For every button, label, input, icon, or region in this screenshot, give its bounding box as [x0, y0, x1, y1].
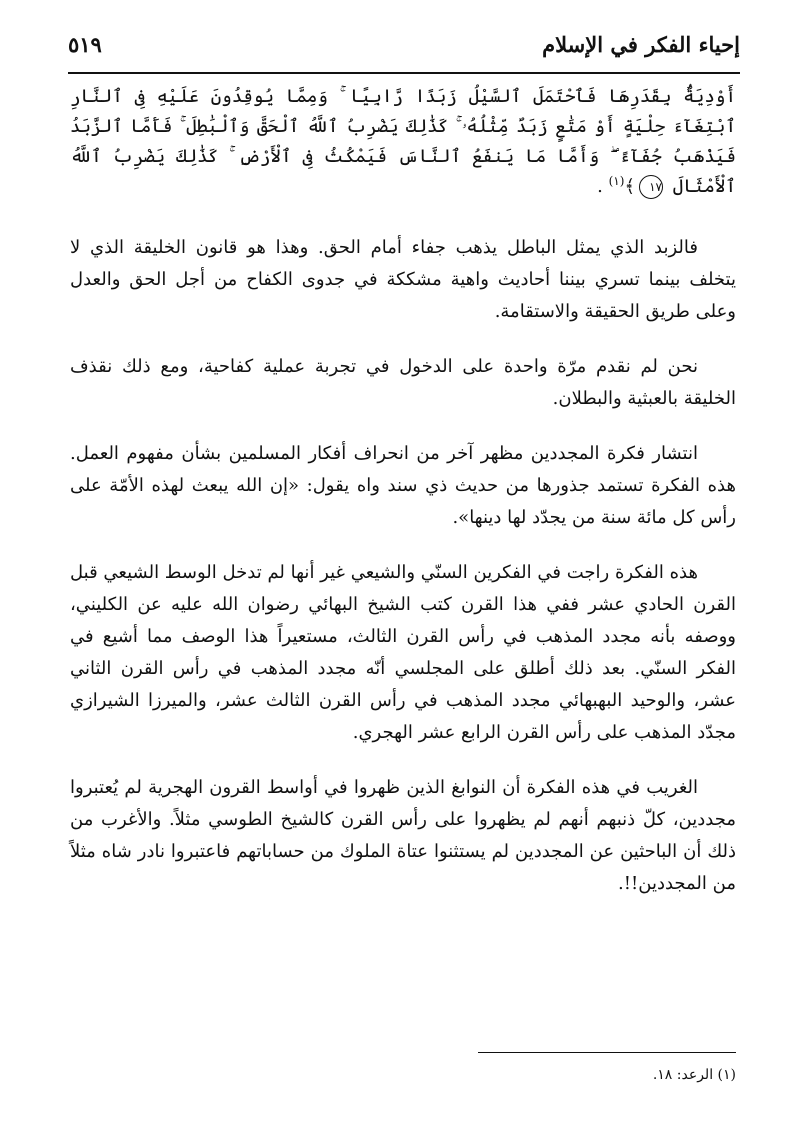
quran-verse: [70, 82, 736, 202]
footnote-reference: (١): [608, 174, 625, 188]
page-header: [68, 28, 740, 68]
running-title: إحياء الفكر في الإسلام: [542, 32, 740, 57]
header-divider: [68, 72, 740, 74]
paragraph-3: انتشار فكرة المجددين مظهر آخر من انحراف أفكار المسلمين بشأن مفهوم العمل. هذه الفكرة تستمد جذورها من حديث ذي سند واه يقول: «إن الله يبعث لهذه الأمّة على رأس كل مائة سنة من يجدّد لها دينها».: [70, 443, 736, 528]
ayah-end-marker: ١٧: [639, 175, 663, 199]
page-number: ٥١٩: [68, 32, 102, 57]
page-body: [70, 82, 736, 923]
verse-close-bracket: ﴾: [624, 176, 635, 197]
paragraph-2: نحن لم نقدم مرّة واحدة على الدخول في تجربة عملية كفاحية، ومع ذلك نقذف الخليقة بالعبثية والبطلان.: [70, 356, 736, 409]
paragraph-1: فالزبد الذي يمثل الباطل يذهب جفاء أمام الحق. وهذا هو قانون الخليقة الذي لا يتخلف بينما تسري بيننا أحاديث واهية مشككة في جدوى الكفاح من أجل الحق والعدل وعلى طريق الحقيقة والاستقامة.: [70, 237, 736, 322]
paragraph-5: الغريب في هذه الفكرة أن النوابغ الذين ظهروا في أواسط القرون الهجرية لم يُعتبروا مجددين، كلّ ذنبهم أنهم لم يظهروا على رأس القرن كالشيخ الطوسي مثلاً. والأغرب من ذلك أن الباحثين عن المجددين لم يستثنوا عتاة الملوك من حساباتهم فاعتبروا نادر شاه مثلاً من المجددين!!.: [70, 777, 736, 894]
paragraph-4: هذه الفكرة راجت في الفكرين السنّي والشيعي غير أنها لم تدخل الوسط الشيعي قبل القرن الحادي عشر ففي هذا القرن كتب الشيخ البهائي رضوان الله عليه عن الكليني، ووصفه بأنه مجدد المذهب في رأس القرن الثالث، مستعيراً هذا الوصف مما أشيع في الفكر السنّي. بعد ذلك أطلق على المجلسي أنّه مجدد المذهب في رأس القرن الثاني عشر، والوحيد البهبهائي مجدد المذهب في رأس القرن الثالث عشر، والميرزا الشيرازي مجدّد المذهب على رأس القرن الرابع عشر الهجري.: [70, 562, 736, 743]
verse-text: أَوْدِيَةٌۢ بِقَدَرِهَا فَٱحْتَمَلَ ٱلسَّيْلُ زَبَدًا رَّابِيًا ۚ وَمِمَّا يُوقِدُونَ عَلَيْهِ فِى ٱلنَّارِ ٱبْتِغَآءَ حِلْيَةٍ أَوْ مَتَٰعٍ زَبَدٌ مِّثْلُهُۥ ۚ كَذَٰلِكَ يَضْرِبُ ٱللَّهُ ٱلْحَقَّ وَٱلْبَٰطِلَ ۚ فَأَمَّا ٱلزَّبَدُ فَيَذْهَبُ جُفَآءً ۖ وَأَمَّا مَا يَنفَعُ ٱلنَّاسَ فَيَمْكُثُ فِى ٱلْأَرْضِ ۚ كَذَٰلِكَ يَضْرِبُ ٱللَّهُ ٱلْأَمْثَالَ: [70, 86, 736, 197]
footnote-divider: [478, 1052, 736, 1053]
footnote: (١) الرعد: ١٨.: [652, 1067, 736, 1083]
verse-period: .: [597, 176, 603, 197]
